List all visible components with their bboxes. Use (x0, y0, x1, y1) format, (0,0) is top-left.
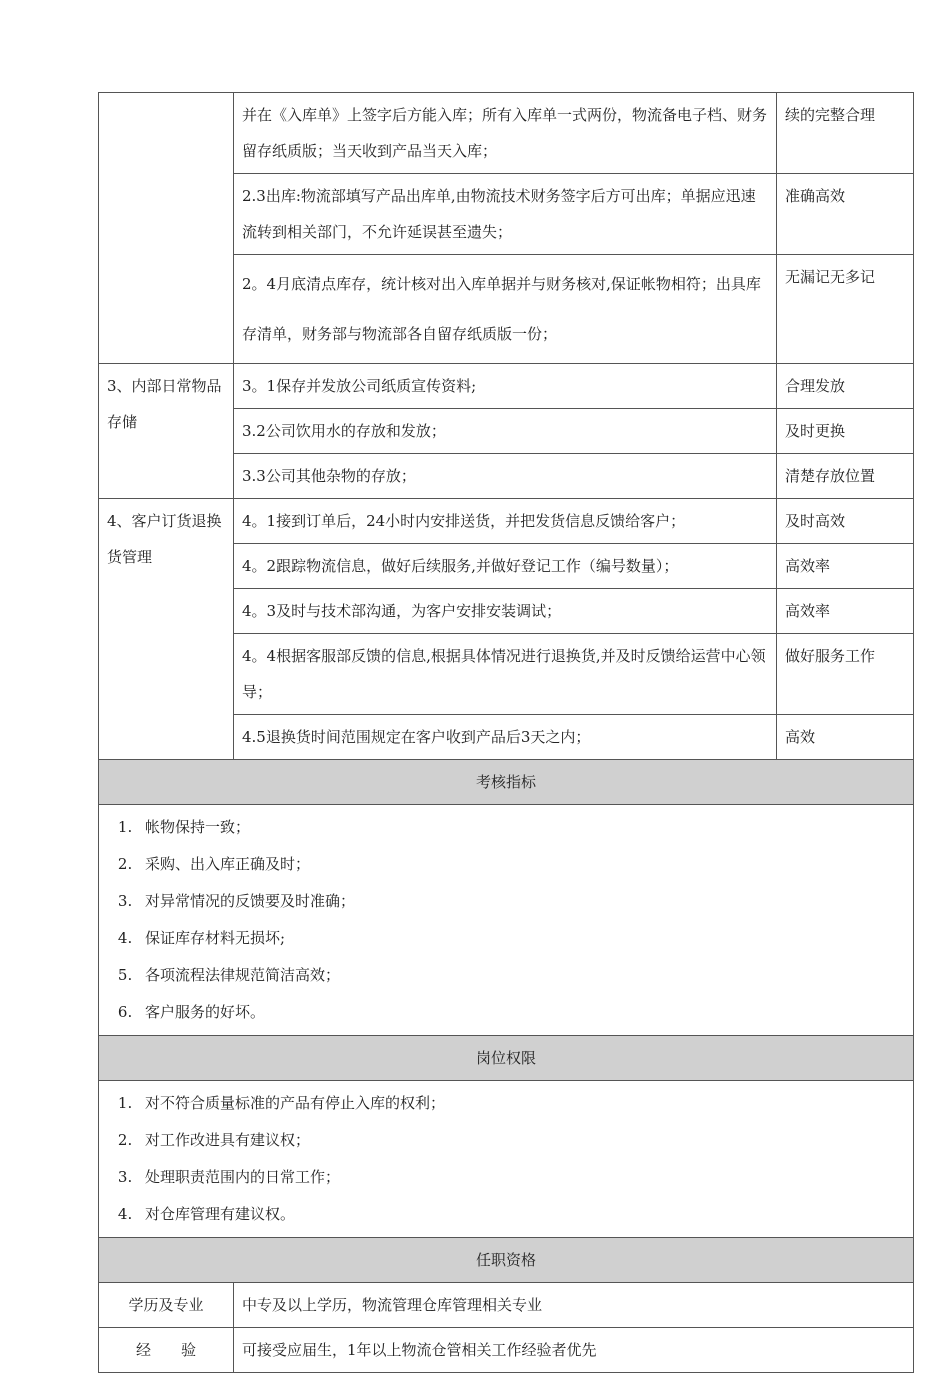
duty-desc: 4。4根据客服部反馈的信息,根据具体情况进行退换货,并及时反馈给运营中心领导； (234, 634, 777, 715)
category-cell: 4、客户订货退换货管理 (99, 499, 234, 760)
duty-desc: 3。1保存并发放公司纸质宣传资料; (234, 364, 777, 409)
duty-result: 高效率 (777, 544, 914, 589)
list-item: 1. 帐物保持一致； (137, 809, 905, 846)
education-label: 学历及专业 (99, 1283, 234, 1328)
duty-desc: 4。1接到订单后，24小时内安排送货，并把发货信息反馈给客户； (234, 499, 777, 544)
duty-result: 合理发放 (777, 364, 914, 409)
list-item: 4. 对仓库管理有建议权。 (137, 1196, 905, 1233)
table-row (99, 805, 914, 1036)
section-header-row (99, 760, 914, 805)
list-item: 3. 处理职责范围内的日常工作； (137, 1159, 905, 1196)
qualification-section-title: 任职资格 (99, 1238, 914, 1283)
duty-result: 及时更换 (777, 409, 914, 454)
duty-result: 高效 (777, 715, 914, 760)
authority-list-cell (99, 1081, 914, 1238)
assessment-list (107, 809, 905, 1031)
duty-result: 无漏记无多记 (777, 255, 914, 364)
authority-section-title: 岗位权限 (99, 1036, 914, 1081)
experience-label: 经 验 (99, 1328, 234, 1373)
table-row (99, 93, 914, 174)
category-cell-empty (99, 93, 234, 364)
assessment-list-cell (99, 805, 914, 1036)
duty-result: 做好服务工作 (777, 634, 914, 715)
table-row (99, 1328, 914, 1373)
table-row (99, 1081, 914, 1238)
category-cell: 3、内部日常物品存储 (99, 364, 234, 499)
duty-result: 准确高效 (777, 174, 914, 255)
section-header-row (99, 1238, 914, 1283)
duty-desc: 4。2跟踪物流信息，做好后续服务,并做好登记工作（编号数量）； (234, 544, 777, 589)
authority-list (107, 1085, 905, 1233)
duty-desc: 并在《入库单》上签字后方能入库；所有入库单一式两份，物流备电子档、财务留存纸质版；当天收到产品当天入库； (234, 93, 777, 174)
experience-value: 可接受应届生，1年以上物流仓管相关工作经验者优先 (234, 1328, 914, 1373)
duty-desc: 2.3出库:物流部填写产品出库单,由物流技术财务签字后方可出库；单据应迅速流转到相关部门，不允许延误甚至遗失； (234, 174, 777, 255)
list-item: 2. 采购、出入库正确及时； (137, 846, 905, 883)
table-row (99, 1283, 914, 1328)
assessment-section-title: 考核指标 (99, 760, 914, 805)
duty-result: 及时高效 (777, 499, 914, 544)
table-row (99, 364, 914, 409)
list-item: 2. 对工作改进具有建议权； (137, 1122, 905, 1159)
job-description-table (98, 92, 914, 1373)
duty-result: 高效率 (777, 589, 914, 634)
list-item: 6. 客户服务的好坏。 (137, 994, 905, 1031)
education-value: 中专及以上学历，物流管理仓库管理相关专业 (234, 1283, 914, 1328)
duty-result: 续的完整合理 (777, 93, 914, 174)
list-item: 4. 保证库存材料无损坏; (137, 920, 905, 957)
section-header-row (99, 1036, 914, 1081)
duty-desc: 4.5退换货时间范围规定在客户收到产品后3天之内； (234, 715, 777, 760)
list-item: 5. 各项流程法律规范简洁高效； (137, 957, 905, 994)
list-item: 1. 对不符合质量标准的产品有停止入库的权利； (137, 1085, 905, 1122)
list-item: 3. 对异常情况的反馈要及时准确； (137, 883, 905, 920)
duty-desc: 4。3及时与技术部沟通，为客户安排安装调试； (234, 589, 777, 634)
duty-desc: 2。4月底清点库存，统计核对出入库单据并与财务核对,保证帐物相符；出具库存清单，财务部与物流部各自留存纸质版一份； (234, 255, 777, 364)
table-row (99, 499, 914, 544)
duty-desc: 3.2公司饮用水的存放和发放； (234, 409, 777, 454)
duty-result: 清楚存放位置 (777, 454, 914, 499)
duty-desc: 3.3公司其他杂物的存放； (234, 454, 777, 499)
